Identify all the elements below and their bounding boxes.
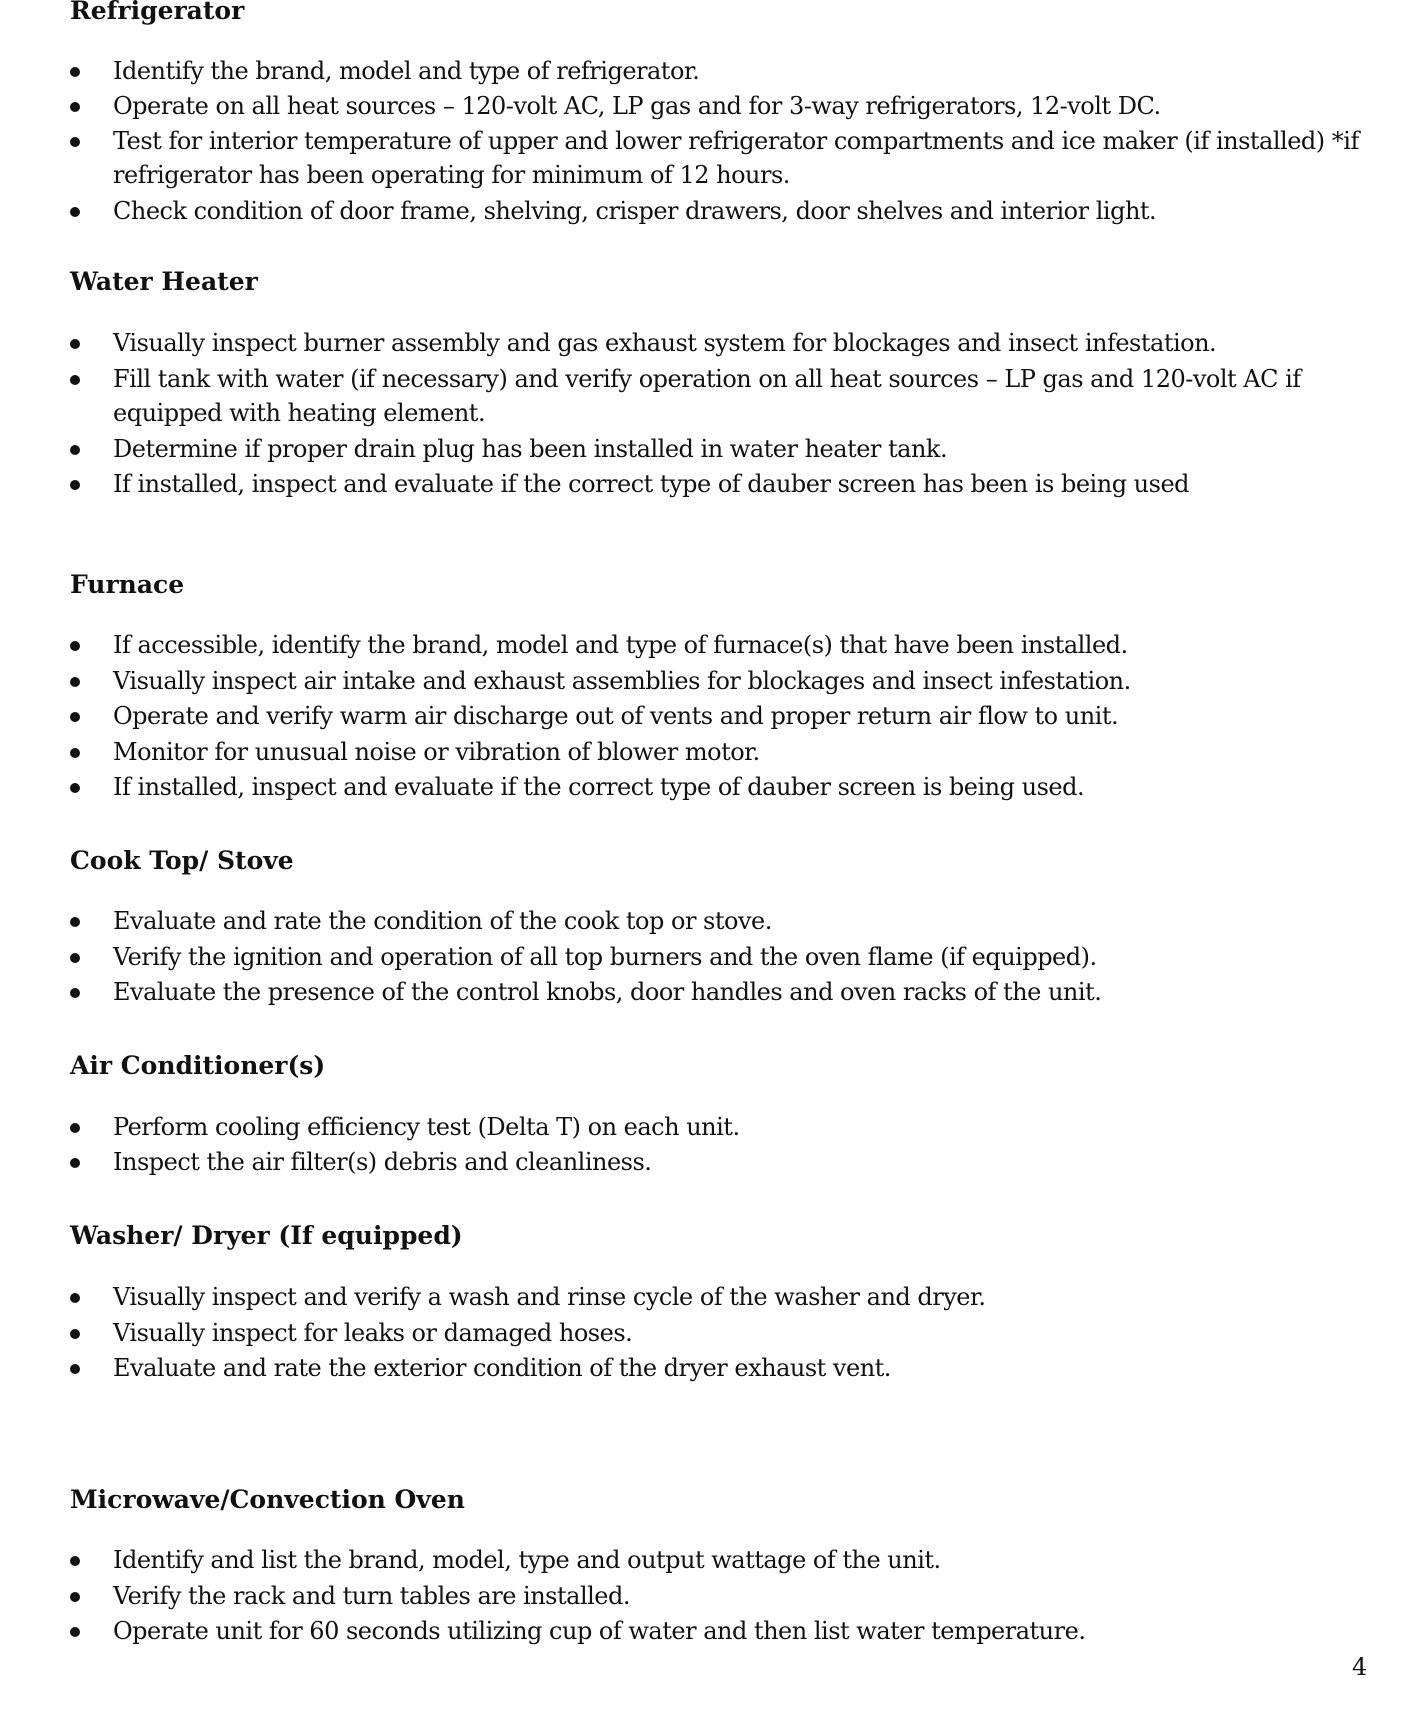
list-item-text: Verify the ignition and operation of all top burners and the oven flame (if equipped).: [113, 943, 1097, 971]
list-item-text: Monitor for unusual noise or vibration of blower motor.: [113, 738, 760, 766]
list-item: [70, 1579, 1370, 1613]
list-item-text: Visually inspect and verify a wash and rinse cycle of the washer and dryer.: [113, 1283, 986, 1311]
bullet-icon: [70, 1351, 80, 1385]
bullet-icon: [70, 770, 80, 804]
list-item: [70, 1614, 1370, 1648]
section-heading-microwave-convection-oven: Microwave/Convection Oven: [70, 1485, 465, 1514]
list-item-text: Evaluate and rate the exterior condition of the dryer exhaust vent.: [113, 1354, 891, 1382]
list-item-text: Visually inspect air intake and exhaust assemblies for blockages and insect infestation.: [113, 667, 1131, 695]
section-heading-furnace: Furnace: [70, 570, 185, 599]
list-item-text: If installed, inspect and evaluate if the correct type of dauber screen has been is being used: [113, 470, 1190, 498]
list-item: [70, 735, 1370, 769]
list-item-text: Check condition of door frame, shelving, crisper drawers, door shelves and interior light.: [113, 197, 1157, 225]
list-item: [70, 1110, 1370, 1144]
bullet-icon: [70, 628, 80, 662]
bullet-icon: [70, 1543, 80, 1577]
bullet-icon: [70, 1579, 80, 1613]
list-item-text: Fill tank with water (if necessary) and verify operation on all heat sources – LP gas and 120-volt AC if equipped with heating element.: [113, 365, 1301, 427]
list-item: [70, 124, 1370, 192]
list-item-text: Identify the brand, model and type of refrigerator.: [113, 57, 700, 85]
bullet-icon: [70, 904, 80, 938]
list-item: [70, 1351, 1370, 1385]
list-item-text: If installed, inspect and evaluate if the correct type of dauber screen is being used.: [113, 773, 1085, 801]
list-item-text: If accessible, identify the brand, model and type of furnace(s) that have been installed.: [113, 631, 1128, 659]
list-item: [70, 326, 1370, 360]
list-item: [70, 1145, 1370, 1179]
list-item: [70, 194, 1370, 228]
list-item: [70, 1543, 1370, 1577]
list-item: [70, 664, 1370, 698]
list-item: [70, 975, 1370, 1009]
bullet-icon: [70, 1110, 80, 1144]
list-item-text: Visually inspect burner assembly and gas exhaust system for blockages and insect infestation.: [113, 329, 1217, 357]
list-item: [70, 467, 1370, 501]
section-heading-water-heater: Water Heater: [70, 267, 258, 296]
list-item: [70, 904, 1370, 938]
list-item: [70, 1316, 1370, 1350]
list-item: [70, 940, 1370, 974]
list-item: [70, 770, 1370, 804]
list-item: [70, 1280, 1370, 1314]
bullet-icon: [70, 89, 80, 123]
page-number: 4: [1352, 1653, 1368, 1681]
bullet-icon: [70, 54, 80, 88]
list-item: [70, 699, 1370, 733]
list-item-text: Inspect the air filter(s) debris and cleanliness.: [113, 1148, 652, 1176]
list-item-text: Identify and list the brand, model, type and output wattage of the unit.: [113, 1546, 941, 1574]
bullet-icon: [70, 194, 80, 228]
list-item-text: Determine if proper drain plug has been installed in water heater tank.: [113, 435, 948, 463]
list-item-text: Test for interior temperature of upper and lower refrigerator compartments and ice maker (if installed) *if refrigerator has been operating for minimum of 12 hours.: [113, 127, 1359, 189]
list-item-text: Operate unit for 60 seconds utilizing cup of water and then list water temperature.: [113, 1617, 1086, 1645]
bullet-icon: [70, 940, 80, 974]
list-item-text: Operate and verify warm air discharge out of vents and proper return air flow to unit.: [113, 702, 1119, 730]
section-heading-washer-dryer: Washer/ Dryer (If equipped): [70, 1221, 463, 1250]
list-item: [70, 89, 1370, 123]
list-item-text: Visually inspect for leaks or damaged hoses.: [113, 1319, 633, 1347]
bullet-icon: [70, 432, 80, 466]
bullet-icon: [70, 975, 80, 1009]
section-heading-air-conditioners: Air Conditioner(s): [70, 1051, 326, 1080]
bullet-icon: [70, 1614, 80, 1648]
bullet-icon: [70, 1145, 80, 1179]
bullet-icon: [70, 362, 80, 396]
section-heading-refrigerator: Refrigerator: [70, 0, 245, 25]
list-item: [70, 54, 1370, 88]
list-item-text: Perform cooling efficiency test (Delta T) on each unit.: [113, 1113, 740, 1141]
list-item-text: Evaluate the presence of the control knobs, door handles and oven racks of the unit.: [113, 978, 1102, 1006]
bullet-icon: [70, 735, 80, 769]
list-item: [70, 362, 1370, 430]
bullet-icon: [70, 467, 80, 501]
bullet-icon: [70, 1316, 80, 1350]
list-item: [70, 432, 1370, 466]
list-item: [70, 628, 1370, 662]
bullet-icon: [70, 664, 80, 698]
list-item-text: Operate on all heat sources – 120-volt AC, LP gas and for 3-way refrigerators, 12-volt DC.: [113, 92, 1161, 120]
bullet-icon: [70, 699, 80, 733]
bullet-icon: [70, 1280, 80, 1314]
list-item-text: Verify the rack and turn tables are installed.: [113, 1582, 630, 1610]
list-item-text: Evaluate and rate the condition of the cook top or stove.: [113, 907, 772, 935]
bullet-icon: [70, 124, 80, 158]
section-heading-cook-top-stove: Cook Top/ Stove: [70, 846, 294, 875]
bullet-icon: [70, 326, 80, 360]
